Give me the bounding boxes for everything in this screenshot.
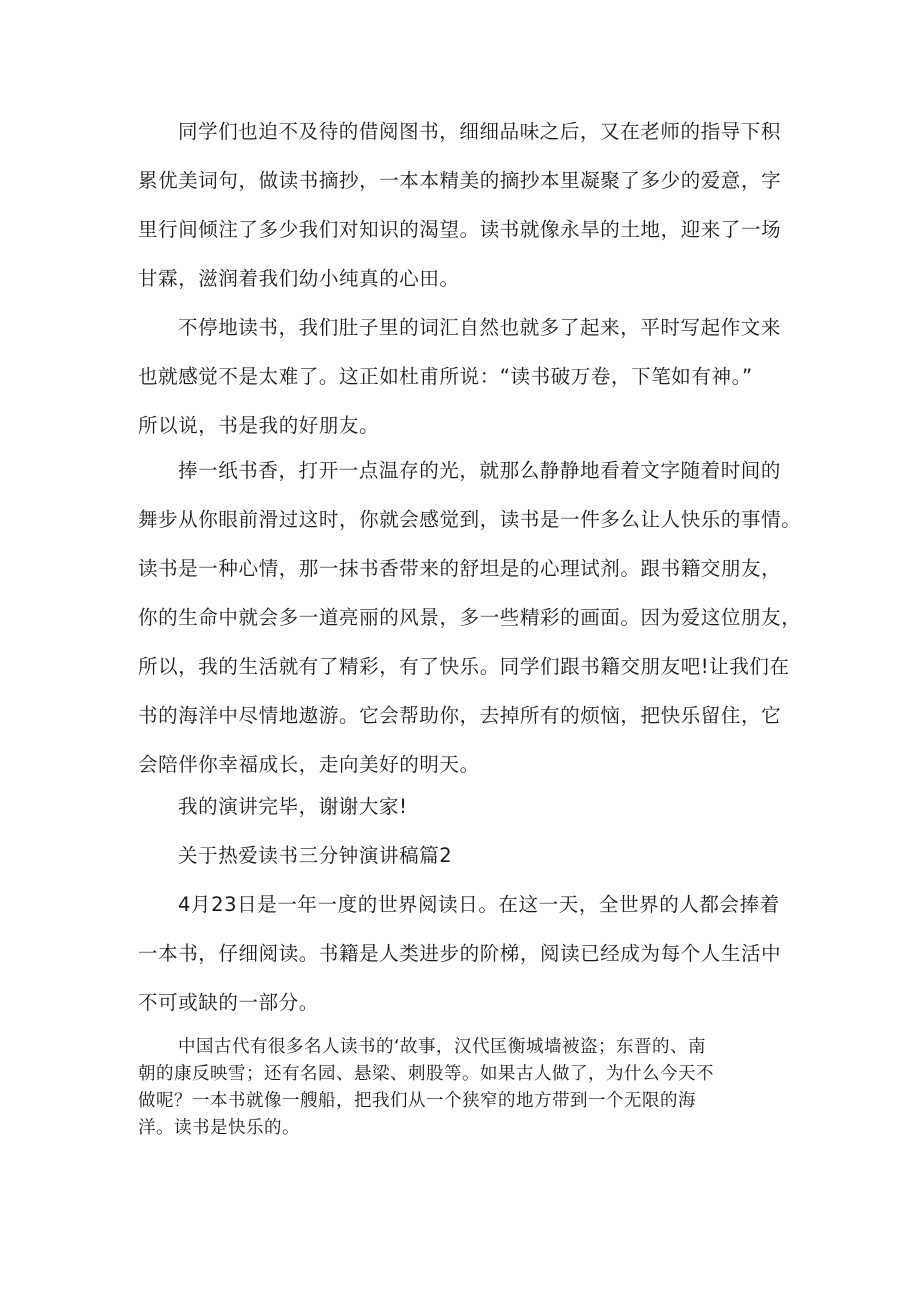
text-line: 甘霖，滋润着我们幼小纯真的心田。 xyxy=(138,267,460,290)
text-line: 舞步从你眼前滑过这时，你就会感觉到，读书是一件多么让人快乐的事情。 xyxy=(138,508,802,531)
text-line: 你的生命中就会多一道亮丽的风景，多一些精彩的画面。因为爱这位朋友， xyxy=(138,606,802,629)
closing-line xyxy=(138,782,818,831)
text-line: 我的演讲完毕，谢谢大家! xyxy=(178,795,408,818)
text-line: 4月23日是一年一度的世界阅读日。在这一天，全世界的人都会捧着 xyxy=(178,893,780,916)
section-title: 关于热爱读书三分钟演讲稿篇2 xyxy=(178,844,453,867)
text-line: 累优美词句，做读书摘抄，一本本精美的摘抄本里凝聚了多少的爱意，字 xyxy=(138,169,782,192)
text-line: 同学们也迫不及待的借阅图书，细细品味之后，又在老师的指导下积 xyxy=(178,120,782,143)
text-line: 也就感觉不是太难了。这正如杜甫所说：“读书破万卷，下笔如有神。” xyxy=(138,365,753,388)
paragraph-3 xyxy=(138,446,818,789)
paragraph-5 xyxy=(138,880,818,1027)
paragraph-1 xyxy=(138,107,818,303)
text-line: 做呢？一本书就像一艘船，把我们从一个狭窄的地方带到一个无限的海 xyxy=(138,1091,696,1111)
text-line: 朝的康反映雪；还有名园、悬梁、刺股等。如果古人做了，为什么今天不 xyxy=(138,1064,714,1084)
text-line: 一本书，仔细阅读。书籍是人类进步的阶梯，阅读已经成为每个人生活中 xyxy=(138,942,782,965)
text-line: 洋。读书是快乐的。 xyxy=(138,1118,300,1138)
paragraph-6 xyxy=(138,1034,818,1142)
text-line: 所以说，书是我的好朋友。 xyxy=(138,414,380,437)
text-line: 中国古代有很多名人读书的‘故事，汉代匡衡城墙被盗；东晋的、南 xyxy=(178,1037,707,1057)
text-line: 书的海洋中尽情地遨游。它会帮助你，去掉所有的烦恼，把快乐留住，它 xyxy=(138,704,782,727)
text-line: 捧一纸书香，打开一点温存的光，就那么静静地看着文字随着时间的 xyxy=(178,459,782,482)
text-line: 所以，我的生活就有了精彩，有了快乐。同学们跟书籍交朋友吧!让我们在 xyxy=(138,655,790,678)
section-heading xyxy=(138,831,818,880)
text-line: 读书是一种心情，那一抹书香带来的舒坦是的心理试剂。跟书籍交朋友， xyxy=(138,557,782,580)
text-line: 不可或缺的一部分。 xyxy=(138,991,319,1014)
paragraph-2 xyxy=(138,303,818,450)
text-line: 会陪伴你幸福成长，走向美好的明天。 xyxy=(138,753,480,776)
text-line: 不停地读书，我们肚子里的词汇自然也就多了起来，平时写起作文来 xyxy=(178,316,782,339)
text-line: 里行间倾注了多少我们对知识的渴望。读书就像永旱的土地，迎来了一场 xyxy=(138,218,782,241)
